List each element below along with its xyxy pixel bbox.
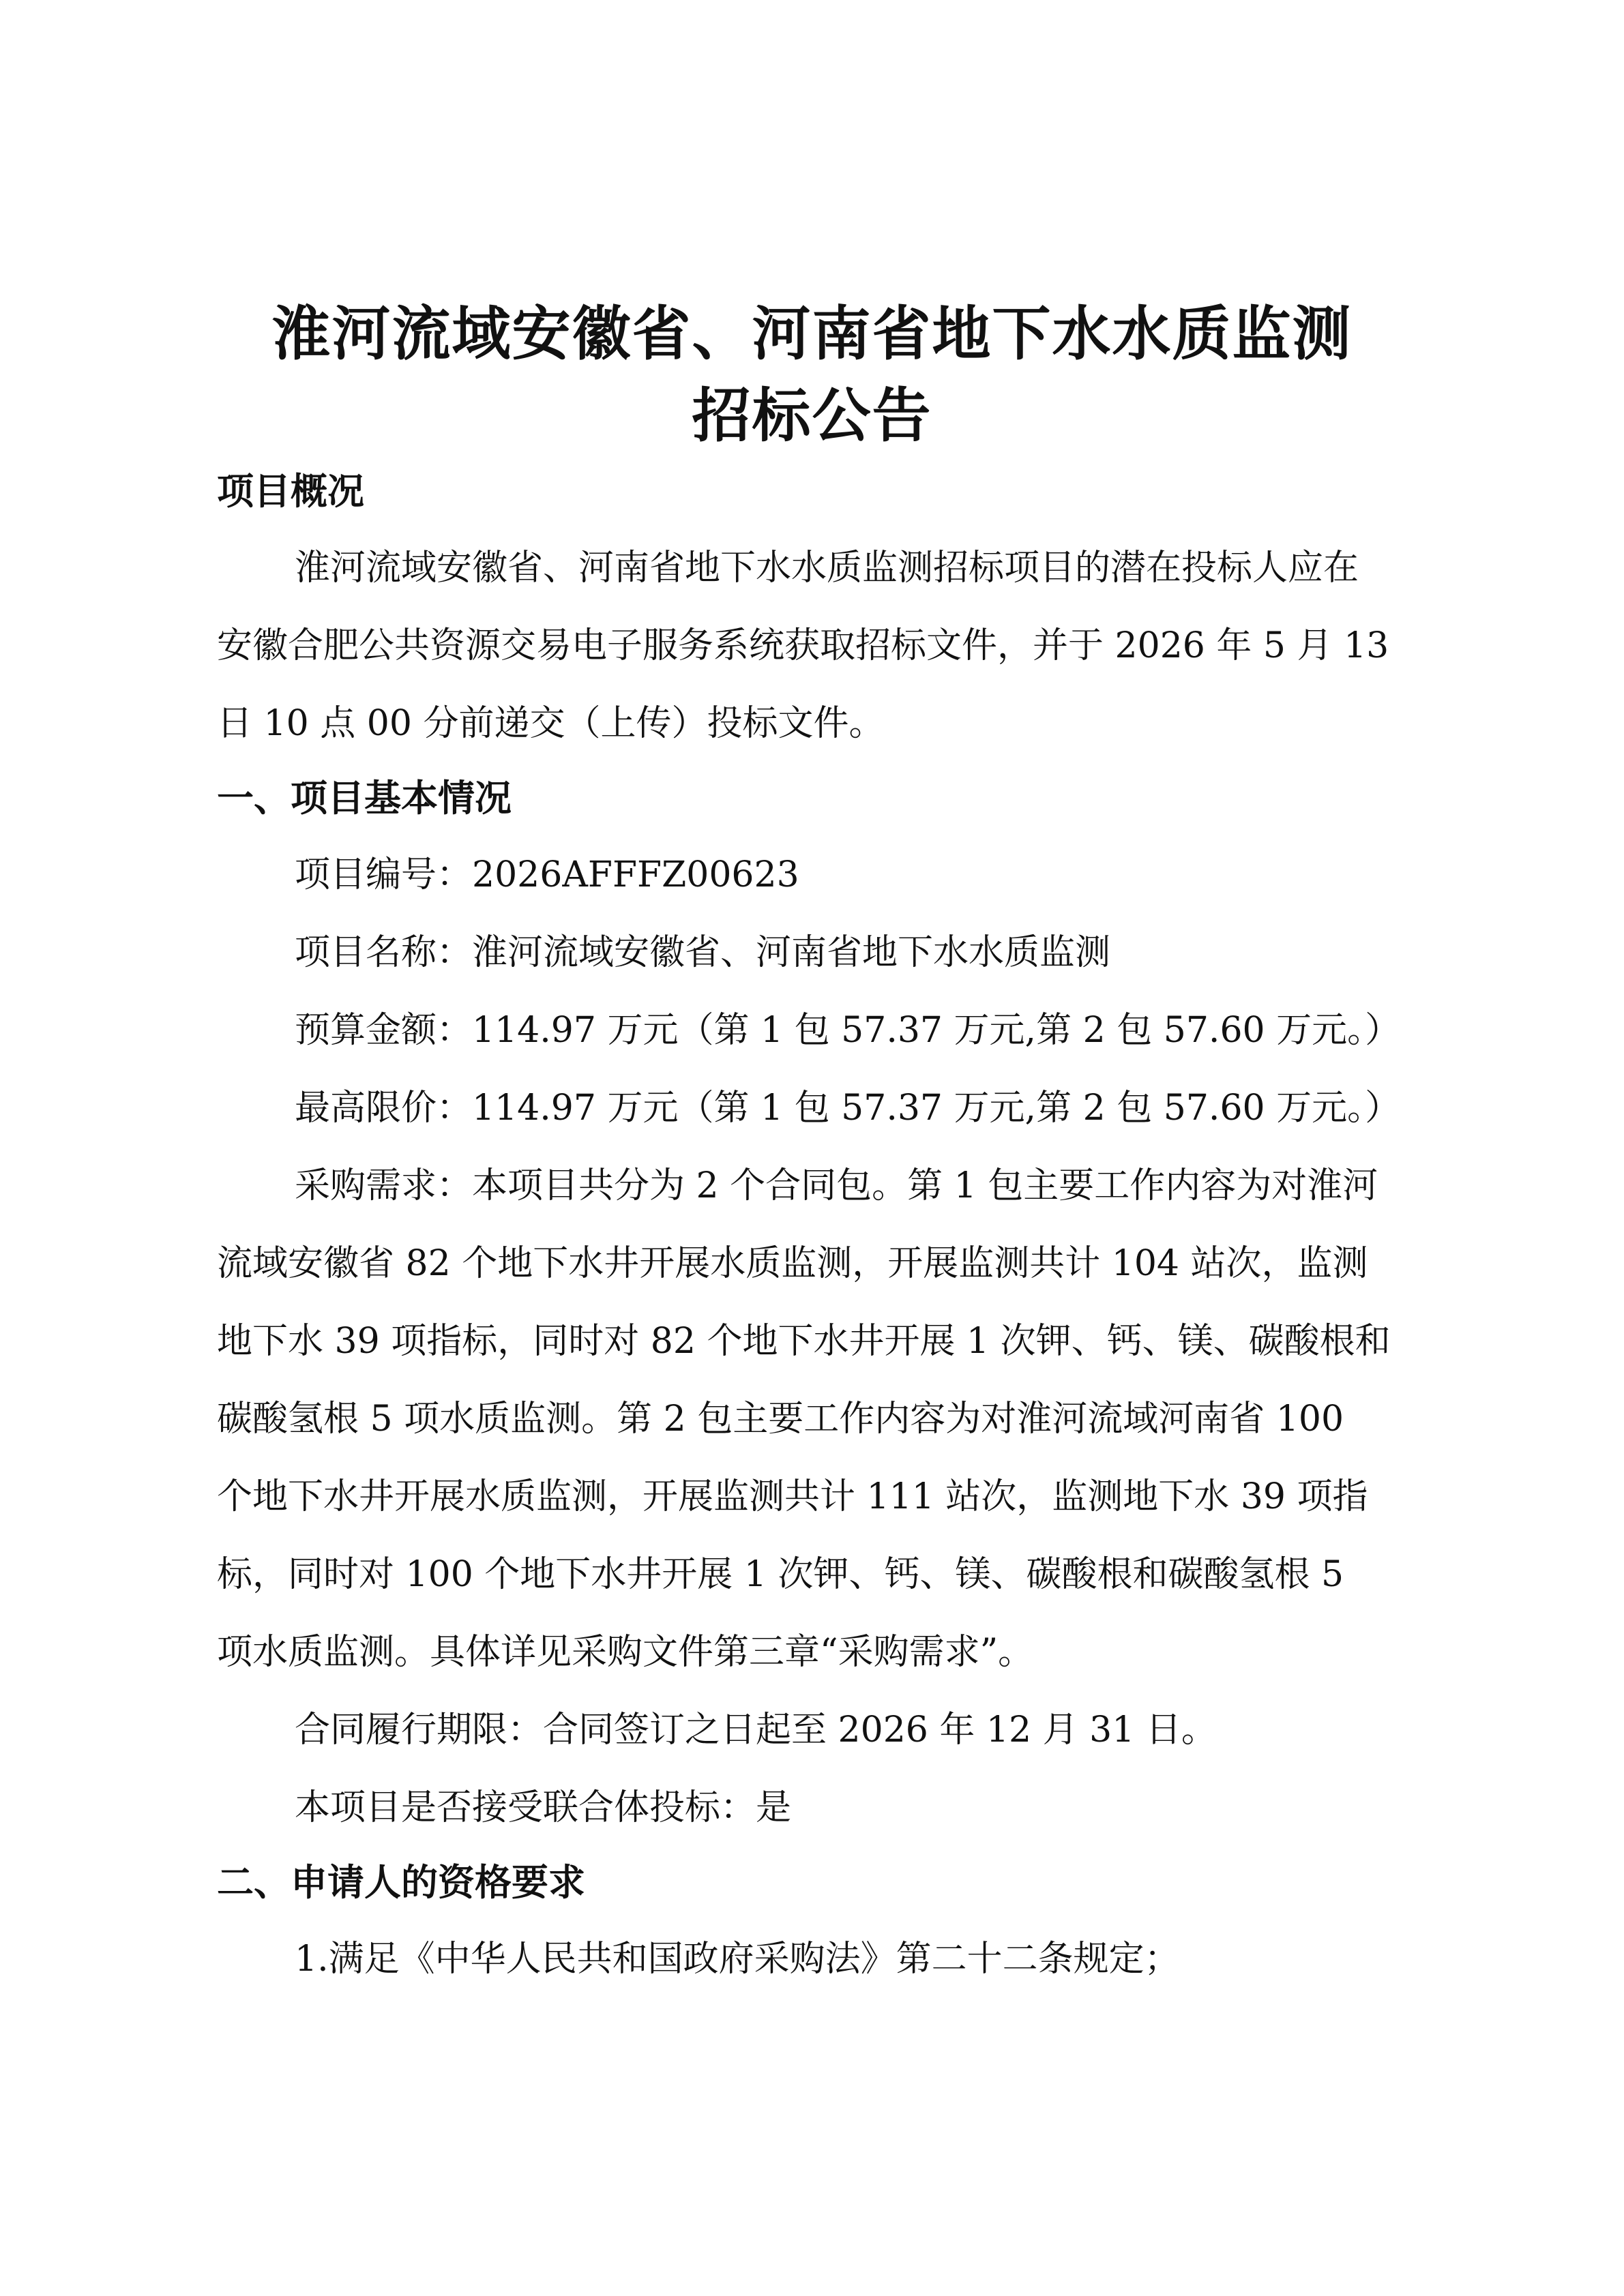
overview-line-3: 日 10 点 00 分前递交（上传）投标文件。 (217, 703, 885, 744)
requirements-line-7: 项水质监测。具体详见采购文件第三章“采购需求”。 (217, 1632, 1034, 1673)
section-1-heading: 一、项目基本情况 (217, 777, 512, 820)
section-2-heading: 二、申请人的资格要求 (217, 1861, 585, 1904)
overview-heading: 项目概况 (217, 470, 364, 513)
qualification-item-1: 1.满足《中华人民共和国政府采购法》第二十二条规定； (295, 1939, 1180, 1980)
requirements-line-3: 地下水 39 项指标，同时对 82 个地下水井开展 1 次钾、钙、镁、碳酸根和 (217, 1321, 1391, 1362)
document-title-line-1: 淮河流域安徽省、河南省地下水水质监测 (271, 299, 1353, 368)
consortium-bid: 本项目是否接受联合体投标：是 (295, 1787, 792, 1828)
max-price: 最高限价：114.97 万元（第 1 包 57.37 万元,第 2 包 57.60 万元。） (295, 1088, 1401, 1129)
project-number: 项目编号：2026AFFFZ00623 (295, 854, 799, 895)
budget-amount: 预算金额：114.97 万元（第 1 包 57.37 万元,第 2 包 57.60 万元。） (295, 1010, 1401, 1051)
document-title-line-2: 招标公告 (692, 381, 932, 450)
requirements-line-5: 个地下水井开展水质监测，开展监测共计 111 站次，监测地下水 39 项指 (217, 1476, 1368, 1517)
overview-line-1: 淮河流域安徽省、河南省地下水水质监测招标项目的潜在投标人应在 (295, 548, 1359, 588)
requirements-line-2: 流域安徽省 82 个地下水井开展水质监测，开展监测共计 104 站次，监测 (217, 1243, 1368, 1284)
requirements-line-1: 采购需求：本项目共分为 2 个合同包。第 1 包主要工作内容为对淮河 (295, 1165, 1378, 1206)
requirements-line-4: 碳酸氢根 5 项水质监测。第 2 包主要工作内容为对淮河流域河南省 100 (217, 1399, 1344, 1440)
contract-period: 合同履行期限：合同签订之日起至 2026 年 12 月 31 日。 (295, 1710, 1217, 1750)
overview-line-2: 安徽合肥公共资源交易电子服务系统获取招标文件，并于 2026 年 5 月 13 (217, 625, 1389, 666)
requirements-line-6: 标，同时对 100 个地下水井开展 1 次钾、钙、镁、碳酸根和碳酸氢根 5 (217, 1554, 1344, 1595)
project-name: 项目名称：淮河流域安徽省、河南省地下水水质监测 (295, 932, 1111, 973)
